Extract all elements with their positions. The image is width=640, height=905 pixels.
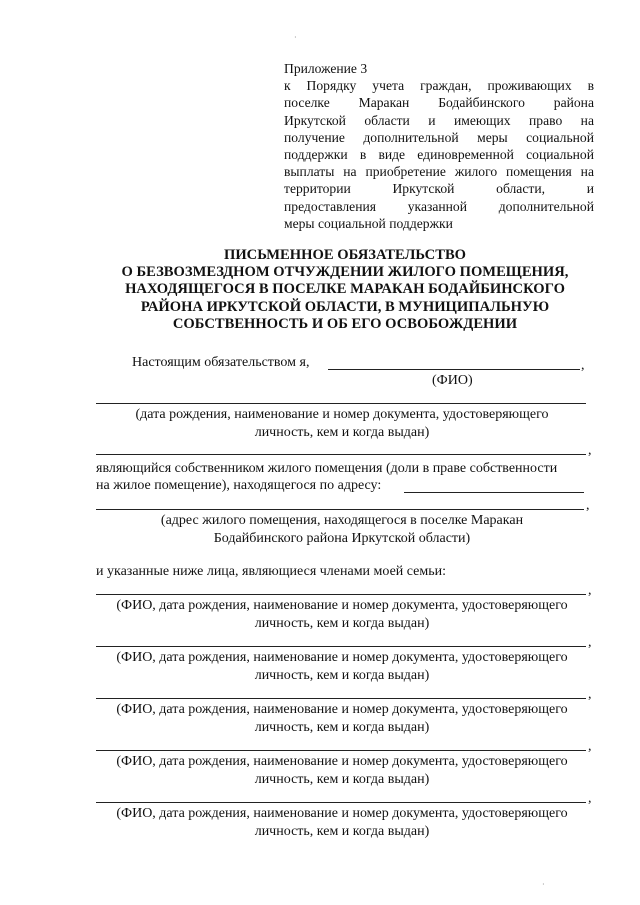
- family-member-field[interactable]: [96, 594, 586, 595]
- family-member-caption: [96, 805, 588, 840]
- appendix-text-line: получение дополнительной меры социальной: [284, 129, 594, 145]
- caption-line: (ФИО, дата рождения, наименование и номер документа, удостоверяющего: [116, 702, 568, 717]
- caption-line: Бодайбинского района Иркутской области): [213, 530, 471, 546]
- title-line: РАЙОНА ИРКУТСКОЙ ОБЛАСТИ, В МУНИЦИПАЛЬНУЮ: [140, 298, 550, 315]
- title-line: ПИСЬМЕННОЕ ОБЯЗАТЕЛЬСТВО: [223, 247, 467, 263]
- caption-line: (адрес жилого помещения, находящегося в поселке Маракан: [160, 513, 524, 528]
- family-member-caption: [96, 753, 588, 788]
- appendix-header: [284, 60, 594, 232]
- appendix-text-line: меры социальной поддержки: [284, 215, 453, 231]
- comma: ,: [588, 791, 592, 806]
- document-continuation-field[interactable]: [96, 454, 586, 455]
- fio-caption: (ФИО): [432, 373, 473, 388]
- family-member-caption: [96, 701, 588, 736]
- comma: ,: [588, 635, 592, 650]
- document-title: [90, 247, 600, 333]
- caption-line: (ФИО, дата рождения, наименование и номер документа, удостоверяющего: [116, 650, 568, 665]
- comma: ,: [588, 687, 592, 702]
- appendix-text-line: поселке Маракан Бодайбинского района: [284, 95, 594, 111]
- comma: ,: [588, 583, 592, 598]
- caption-line: личность, кем и когда выдан): [254, 719, 430, 735]
- appendix-number: Приложение 3: [284, 61, 368, 76]
- caption-line: (ФИО, дата рождения, наименование и номер документа, удостоверяющего: [116, 754, 568, 769]
- caption-line: (ФИО, дата рождения, наименование и номер документа, удостоверяющего: [116, 598, 568, 613]
- family-member-field[interactable]: [96, 698, 586, 699]
- comma: ,: [581, 358, 585, 373]
- appendix-text-line: предоставления указанной дополнительной: [284, 198, 594, 214]
- family-intro: и указанные ниже лица, являющиеся членами моей семьи:: [96, 564, 447, 579]
- family-member-caption: [96, 649, 588, 684]
- comma: ,: [586, 498, 590, 513]
- title-line: СОБСТВЕННОСТЬ И ОБ ЕГО ОСВОБОЖДЕНИИ: [172, 315, 518, 332]
- scan-speck: ·: [294, 33, 297, 42]
- comma: ,: [588, 443, 592, 458]
- caption-line: личность, кем и когда выдан): [254, 424, 430, 440]
- fio-field[interactable]: [328, 369, 580, 370]
- address-continuation-field[interactable]: [96, 509, 584, 510]
- appendix-text-line: к Порядку учета граждан, проживающих в: [284, 78, 594, 94]
- address-caption: [96, 512, 588, 547]
- appendix-text-line: выплаты на приобретение жилого помещения на: [284, 164, 594, 180]
- family-member-field[interactable]: [96, 646, 586, 647]
- owner-text: являющийся собственником жилого помещения (доли в праве собственности: [96, 461, 558, 476]
- caption-line: (ФИО, дата рождения, наименование и номер документа, удостоверяющего: [116, 806, 568, 821]
- birth-document-field[interactable]: [96, 403, 586, 404]
- address-field[interactable]: [404, 492, 584, 493]
- appendix-text-line: Иркутской области и имеющих право на: [284, 112, 594, 128]
- document-caption: [96, 406, 588, 441]
- family-member-caption: [96, 597, 588, 632]
- appendix-text-line: территории Иркутской области, и: [284, 181, 594, 197]
- comma: ,: [588, 739, 592, 754]
- caption-line: (дата рождения, наименование и номер документа, удостоверяющего: [135, 407, 549, 422]
- owner-text: на жилое помещение), находящегося по адресу:: [96, 478, 382, 493]
- caption-line: личность, кем и когда выдан): [254, 771, 430, 787]
- family-member-field[interactable]: [96, 750, 586, 751]
- caption-line: личность, кем и когда выдан): [254, 615, 430, 631]
- title-line: О БЕЗВОЗМЕЗДНОМ ОТЧУЖДЕНИИ ЖИЛОГО ПОМЕЩЕНИЯ,: [121, 264, 569, 281]
- caption-line: личность, кем и когда выдан): [254, 823, 430, 839]
- title-line: НАХОДЯЩЕГОСЯ В ПОСЕЛКЕ МАРАКАН БОДАЙБИНСКОГО: [125, 281, 565, 298]
- scan-speck: ·: [542, 880, 545, 889]
- caption-line: личность, кем и когда выдан): [254, 667, 430, 683]
- intro-text: Настоящим обязательством я,: [132, 355, 310, 370]
- appendix-text-line: поддержки в виде единовременной социальной: [284, 147, 594, 163]
- family-member-field[interactable]: [96, 802, 586, 803]
